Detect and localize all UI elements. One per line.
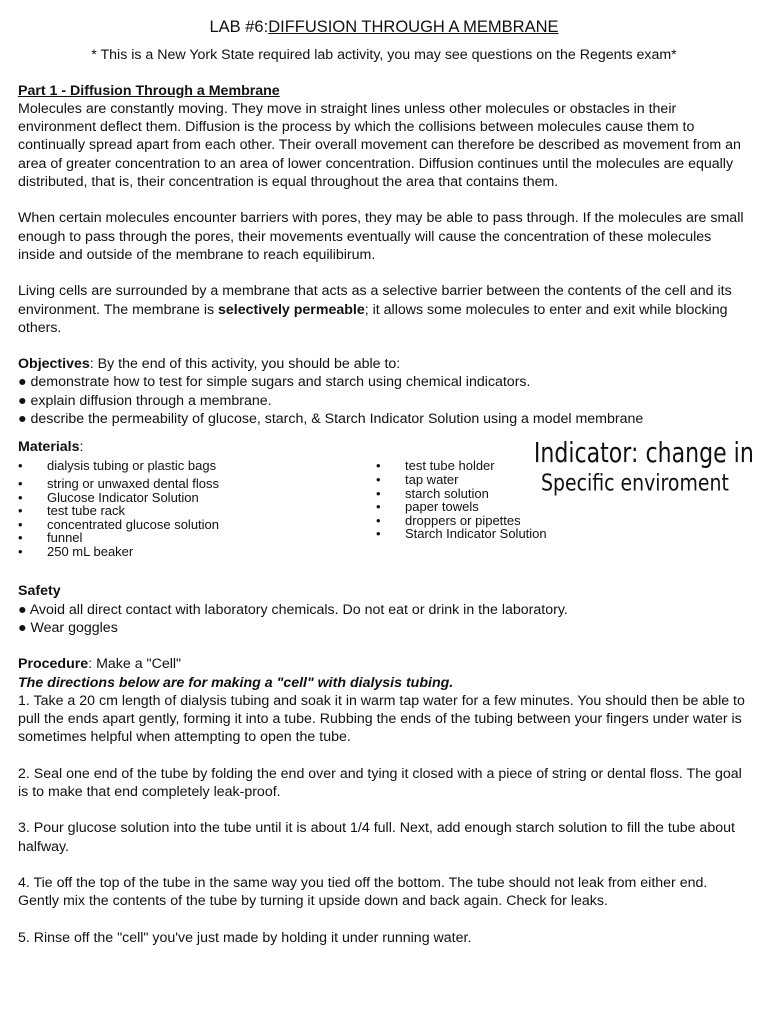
material-item: • test tube holder [376, 459, 547, 473]
material-item: • concentrated glucose solution [18, 518, 219, 532]
procedure-intro [18, 655, 750, 673]
part1-p3-start: Living cells are surrounded by a membrane that acts as a selective barrier between the contents of the cell and its environment. The membrane is [18, 283, 732, 318]
part1-heading: Part 1 - Diffusion Through a Membrane [18, 82, 280, 99]
objectives-label: Objectives [18, 356, 90, 373]
handwritten-note [532, 430, 768, 496]
safety-item: ● Avoid all direct contact with laboratory chemicals. Do not eat or drink in the laboratory. [18, 601, 568, 618]
material-item: • starch solution [376, 487, 547, 501]
safety-heading [18, 582, 750, 600]
material-item: • paper towels [376, 500, 547, 514]
objective-item: ● demonstrate how to test for simple sugars and starch using chemical indicators. [18, 374, 531, 391]
procedure-step: 5. Rinse off the "cell" you've just made by holding it under running water. [18, 929, 472, 946]
objective-item: ● describe the permeability of glucose, starch, & Starch Indicator Solution using a model membrane [18, 411, 644, 428]
title-prefix: LAB #6: [209, 18, 269, 36]
document-page [18, 18, 754, 947]
procedure-directions: The directions below are for making a "cell" with dialysis tubing. [18, 674, 454, 691]
procedure-label: Procedure [18, 656, 89, 673]
materials-left-list [18, 459, 219, 558]
handwritten-line-1: Indicator: change in [533, 437, 754, 470]
objective-item: ● explain diffusion through a membrane. [18, 392, 272, 409]
material-item: • funnel [18, 531, 219, 545]
title-main: DIFFUSION THROUGH A MEMBRANE [268, 18, 559, 36]
materials-heading [18, 438, 83, 456]
material-item: • test tube rack [18, 504, 219, 518]
objectives-intro [18, 355, 750, 373]
materials-label: Materials [18, 439, 80, 456]
materials-colon: : [79, 439, 84, 456]
material-item: • 250 mL beaker [18, 545, 219, 559]
material-item: • dialysis tubing or plastic bags [18, 459, 219, 473]
part1-paragraph-2: When certain molecules encounter barriers with pores, they may be able to pass through. If the molecules are small enough to pass through the pores, their movements eventually will cause the concentration of these molecules inside and outside of the membrane to reach equilibirum. [18, 210, 744, 263]
regents-note: * This is a New York State required lab activity, you may see questions on the Regents exam* [91, 47, 677, 64]
part1-p3-end: ; it allows some molecules to enter and exit while blocking others. [18, 301, 728, 336]
page-title [18, 18, 750, 36]
selectively-permeable-term: selectively permeable [218, 301, 365, 318]
part1-paragraph-3 [18, 282, 750, 337]
material-item: • string or unwaxed dental floss [18, 477, 219, 491]
handwritten-line-2: Specific enviroment [541, 468, 729, 497]
procedure-step: 2. Seal one end of the tube by folding the end over and tying it closed with a piece of string or dental floss. The goal is to make that end completely leak-proof. [18, 765, 742, 801]
material-item: • Starch Indicator Solution [376, 527, 547, 541]
material-item: • Glucose Indicator Solution [18, 491, 219, 505]
material-item: • tap water [376, 473, 547, 487]
part1-paragraph-1: Molecules are constantly moving. They move in straight lines unless other molecules or obstacles in their environment deflect them. Diffusion is the process by which the collisions between molecules cause them to continually spread apart from each other. Their overall movement can therefore be described as movement from an area of greater concentration to an area of lower concentration. Diffusion continues until the molecules are equally distributed, that is, their concentration is equal throughout the area that contains them. [18, 100, 741, 191]
safety-label: Safety [18, 583, 61, 600]
procedure-step: 4. Tie off the top of the tube in the same way you tied off the bottom. The tube should not leak from either end. Gently mix the contents of the tube by turning it upside down and back again. Check for leaks. [18, 874, 708, 910]
objectives-intro-text: : By the end of this activity, you should be able to: [89, 356, 401, 373]
materials-right-list [376, 459, 547, 541]
procedure-step: 3. Pour glucose solution into the tube until it is about 1/4 full. Next, add enough starch solution to fill the tube about halfway. [18, 820, 735, 855]
safety-item: ● Wear goggles [18, 619, 118, 636]
material-item: • droppers or pipettes [376, 514, 547, 528]
procedure-intro-text: : Make a "Cell" [88, 656, 182, 673]
procedure-step: 1. Take a 20 cm length of dialysis tubing and soak it in warm tap water for a few minutes. You should then be able to pull the ends apart gently, forming it into a tube. Rubbing the ends of the tubing between your fingers under water is sometimes helpful when attempting to open the tube. [18, 692, 745, 746]
materials-section [18, 437, 754, 568]
